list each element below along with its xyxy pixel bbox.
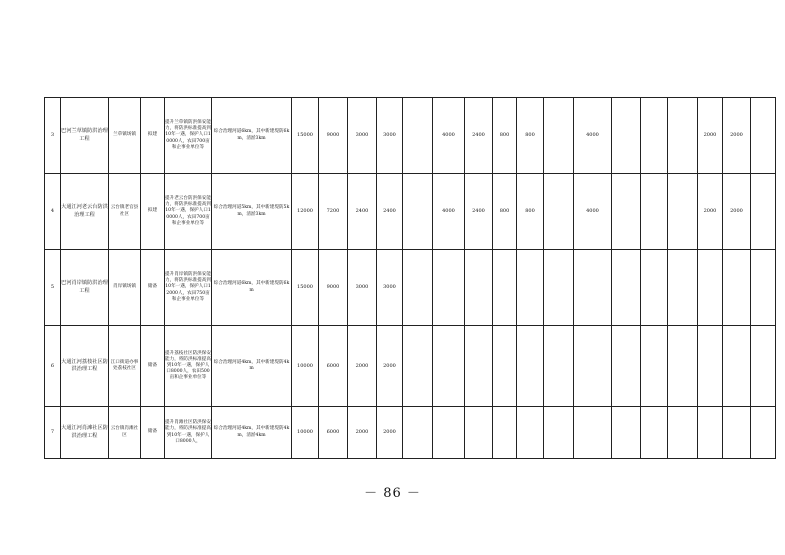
value-cell (465, 407, 493, 459)
row-index-cell: 5 (45, 250, 61, 326)
value-cell (668, 174, 698, 250)
value-cell (668, 326, 698, 407)
value-cell: 10000 (292, 407, 319, 459)
value-cell (465, 250, 493, 326)
benefit-cell: 提升肖岸镇防洪保安能力，将防洪标准提高到10年一遇，保护人口12000人，农田750亩和企事业单位等 (165, 250, 212, 326)
status-cell: 储备 (141, 250, 165, 326)
location-cell: 云台镇老官县社区 (109, 174, 141, 250)
project-name-cell: 大通江河老云台防洪治理工程 (61, 174, 109, 250)
value-cell: 12000 (292, 174, 319, 250)
project-name-cell: 巴河兰草镇防洪治理工程 (61, 98, 109, 174)
value-cell (698, 407, 723, 459)
table-row (45, 174, 776, 250)
value-cell (517, 250, 544, 326)
value-cell: 7200 (319, 174, 348, 250)
scope-cell: 综合治理河道4km，其中新建堤防4km，清淤4km (212, 407, 292, 459)
benefit-cell: 提升老云台防洪保安能力，将防洪标准提高到10年一遇，保护人口10000人，农田700亩和企事业单位等 (165, 174, 212, 250)
value-cell: 9000 (319, 250, 348, 326)
value-cell: 2400 (465, 98, 493, 174)
project-table (44, 97, 776, 459)
value-cell: 800 (517, 174, 544, 250)
value-cell (517, 407, 544, 459)
value-cell: 15000 (292, 98, 319, 174)
value-cell (517, 326, 544, 407)
row-index-cell: 3 (45, 98, 61, 174)
value-cell (574, 250, 612, 326)
value-cell (723, 326, 751, 407)
location-cell: 江口街道办事处荔枝社区 (109, 326, 141, 407)
project-name-cell: 巴河肖岸镇防洪治理工程 (61, 250, 109, 326)
row-index-cell: 7 (45, 407, 61, 459)
value-cell: 4000 (574, 98, 612, 174)
value-cell (403, 174, 433, 250)
value-cell (433, 250, 465, 326)
value-cell (668, 250, 698, 326)
value-cell (403, 326, 433, 407)
value-cell: 800 (493, 98, 517, 174)
value-cell (612, 407, 641, 459)
value-cell: 3000 (348, 98, 377, 174)
value-cell: 2000 (348, 326, 377, 407)
value-cell (668, 98, 698, 174)
scope-cell: 综合治理河道4km，其中新建堤防4km (212, 326, 292, 407)
value-cell (544, 326, 574, 407)
value-cell: 2400 (465, 174, 493, 250)
project-name-cell: 大通江河肖滩社区防洪治理工程 (61, 407, 109, 459)
value-cell: 2000 (723, 174, 751, 250)
value-cell (612, 326, 641, 407)
value-cell: 2000 (698, 98, 723, 174)
value-cell: 15000 (292, 250, 319, 326)
value-cell (544, 250, 574, 326)
value-cell (465, 326, 493, 407)
value-cell: 3000 (377, 98, 403, 174)
value-cell (751, 98, 776, 174)
value-cell: 800 (493, 174, 517, 250)
value-cell: 3000 (348, 250, 377, 326)
value-cell (698, 326, 723, 407)
table-row (45, 250, 776, 326)
value-cell: 2000 (698, 174, 723, 250)
status-cell: 拟建 (141, 174, 165, 250)
status-cell: 储备 (141, 326, 165, 407)
value-cell (723, 407, 751, 459)
value-cell (612, 174, 641, 250)
row-index-cell: 4 (45, 174, 61, 250)
value-cell (641, 98, 668, 174)
benefit-cell: 提升肖滩社区防洪保安能力，将防洪标准提高到10年一遇，保护人口8000人， (165, 407, 212, 459)
value-cell (493, 326, 517, 407)
page-number: － 86 － (364, 486, 421, 501)
value-cell (403, 407, 433, 459)
value-cell (433, 407, 465, 459)
value-cell: 4000 (574, 174, 612, 250)
value-cell: 10000 (292, 326, 319, 407)
value-cell (723, 250, 751, 326)
value-cell (574, 326, 612, 407)
value-cell (574, 407, 612, 459)
project-name-cell: 大通江河荔枝社区防洪治理工程 (61, 326, 109, 407)
value-cell (751, 174, 776, 250)
value-cell: 800 (517, 98, 544, 174)
table-row (45, 326, 776, 407)
value-cell: 6000 (319, 326, 348, 407)
value-cell (612, 250, 641, 326)
benefit-cell: 提升荔枝社区防洪保安能力，将防洪标准提高到10年一遇，保护人口8000人，农田500亩和企事业单位等 (165, 326, 212, 407)
value-cell (544, 98, 574, 174)
scope-cell: 综合治理河道5km，其中新建堤防5km，清淤3km (212, 174, 292, 250)
value-cell (668, 407, 698, 459)
value-cell (403, 250, 433, 326)
value-cell: 2000 (377, 326, 403, 407)
table-row (45, 98, 776, 174)
value-cell: 2000 (377, 407, 403, 459)
row-index-cell: 6 (45, 326, 61, 407)
value-cell (751, 250, 776, 326)
value-cell: 6000 (319, 407, 348, 459)
value-cell (493, 250, 517, 326)
value-cell (493, 407, 517, 459)
value-cell (544, 174, 574, 250)
value-cell (612, 98, 641, 174)
value-cell (433, 326, 465, 407)
value-cell (544, 407, 574, 459)
value-cell: 9000 (319, 98, 348, 174)
status-cell: 储备 (141, 407, 165, 459)
location-cell: 兰草镇场镇 (109, 98, 141, 174)
value-cell (751, 326, 776, 407)
benefit-cell: 提升兰草镇防洪保安能力，将防洪标准提高到10年一遇，保护人口10000人，农田700亩和企事业单位等 (165, 98, 212, 174)
value-cell (751, 407, 776, 459)
location-cell: 肖岸镇场镇 (109, 250, 141, 326)
value-cell: 2400 (348, 174, 377, 250)
value-cell (403, 98, 433, 174)
value-cell (641, 407, 668, 459)
value-cell: 2000 (723, 98, 751, 174)
location-cell: 云台镇肖滩社区 (109, 407, 141, 459)
value-cell: 4000 (433, 98, 465, 174)
value-cell: 2400 (377, 174, 403, 250)
value-cell (641, 250, 668, 326)
value-cell (641, 174, 668, 250)
scope-cell: 综合治理河道6km，其中新建堤防6km (212, 250, 292, 326)
value-cell: 2000 (348, 407, 377, 459)
value-cell (641, 326, 668, 407)
table-row (45, 407, 776, 459)
scope-cell: 综合治理河道6km，其中新建堤防6km，清淤3km (212, 98, 292, 174)
value-cell: 4000 (433, 174, 465, 250)
value-cell: 3000 (377, 250, 403, 326)
status-cell: 拟建 (141, 98, 165, 174)
value-cell (698, 250, 723, 326)
table-body (45, 98, 776, 459)
